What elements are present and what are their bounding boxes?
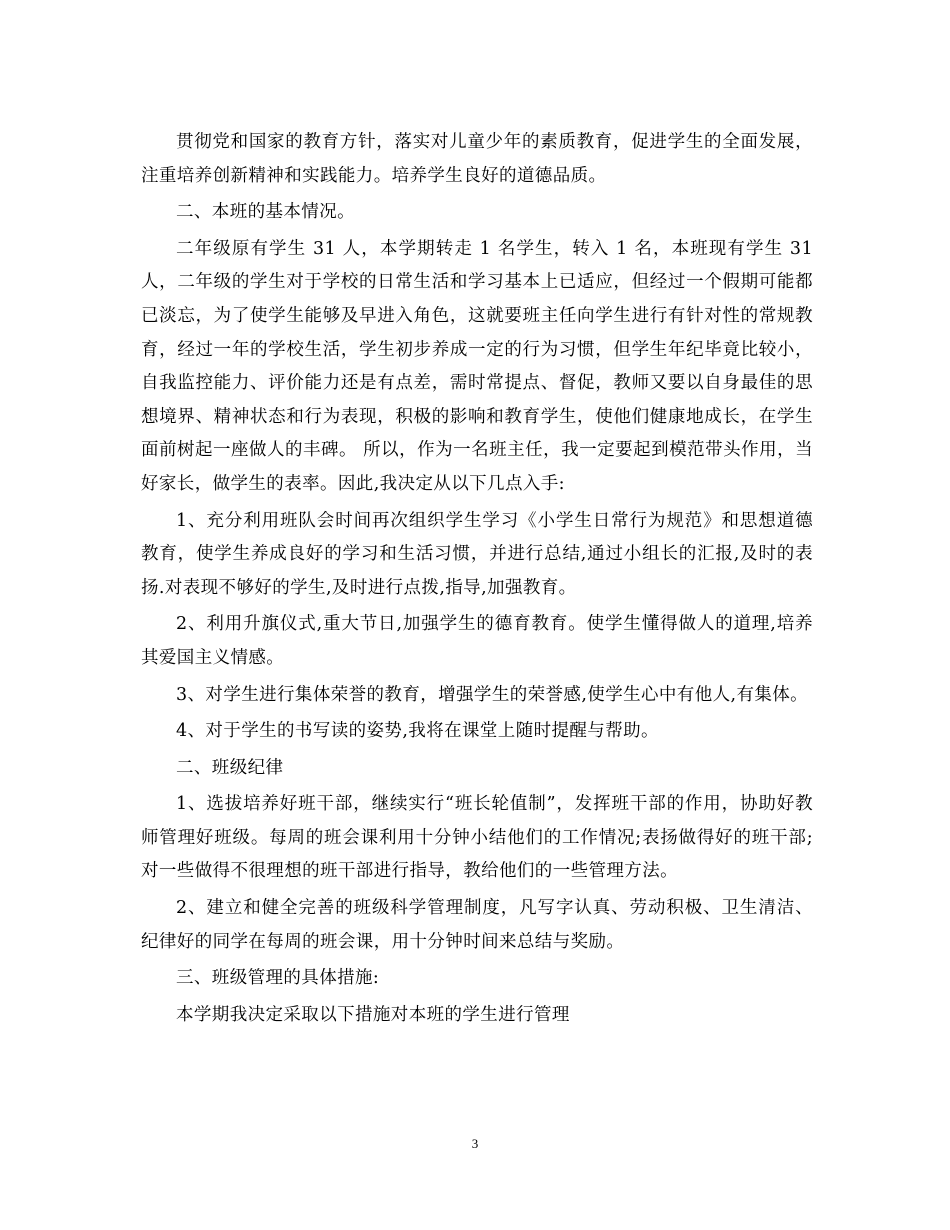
paragraph-measures-intro: 本学期我决定采取以下措施对本班的学生进行管理 <box>176 1004 570 1025</box>
paragraph-discipline-item-2: 2、建立和健全完善的班级科学管理制度，凡写字认真、劳动积极、卫生清洁、纪律好的同学在每周的班会课，用十分钟时间来总结与奖励。 <box>141 898 813 952</box>
paragraph-education-policy: 贯彻党和国家的教育方针，落实对儿童少年的素质教育，促进学生的全面发展，注重培养创新精神和实践能力。培养学生良好的道德品质。 <box>141 132 813 186</box>
heading-management-measures: 三、班级管理的具体措施: <box>176 968 380 989</box>
page-number: 3 <box>471 1136 479 1151</box>
paragraph-class-situation: 二年级原有学生 31 人，本学期转走 1 名学生，转入 1 名，本班现有学生 31 人，二年级的学生对于学校的日常生活和学习基本上已适应，但经过一个假期可能都已淡忘，为了使学生能够及早进入角色，这就要班主任向学生进行有针对性的常规教育，经过一年的学校生活，学生初步养成一定的行为习惯，但学生年纪毕竟比较小，自我监控能力、评价能力还是有点差，需时常提点、督促，教师又要以自身最佳的思想境界、精神状态和行为表现，积极的影响和教育学生，使他们健康地成长，在学生面前树起一座做人的丰碑。 所以，作为一名班主任，我一定要起到模范带头作用，当好家长，做学生的表率。因此,我决定从以下几点入手: <box>141 238 813 494</box>
heading-class-basic-info: 二、本班的基本情况。 <box>176 202 355 223</box>
paragraph-item-2-flag-ceremony: 2、利用升旗仪式,重大节日,加强学生的德育教育。使学生懂得做人的道理,培养其爱国主义情感。 <box>141 614 813 668</box>
paragraph-discipline-item-1: 1、选拔培养好班干部，继续实行“班长轮值制”，发挥班干部的作用，协助好教师管理好班级。每周的班会课利用十分钟小结他们的工作情况;表扬做得好的班干部;对一些做得不很理想的班干部进行指导，教给他们的一些管理方法。 <box>141 794 813 882</box>
heading-class-discipline: 二、班级纪律 <box>176 757 284 778</box>
paragraph-item-3-collective-honor: 3、对学生进行集体荣誉的教育，增强学生的荣誉感,使学生心中有他人,有集体。 <box>176 684 809 705</box>
paragraph-item-4-writing-posture: 4、对于学生的书写读的姿势,我将在课堂上随时提醒与帮助。 <box>176 721 659 742</box>
document-body <box>141 126 813 1035</box>
paragraph-item-1-meetings: 1、充分利用班队会时间再次组织学生学习《小学生日常行为规范》和思想道德教育，使学生养成良好的学习和生活习惯，并进行总结,通过小组长的汇报,及时的表扬.对表现不够好的学生,及时进行点拨,指导,加强教育。 <box>141 510 813 598</box>
